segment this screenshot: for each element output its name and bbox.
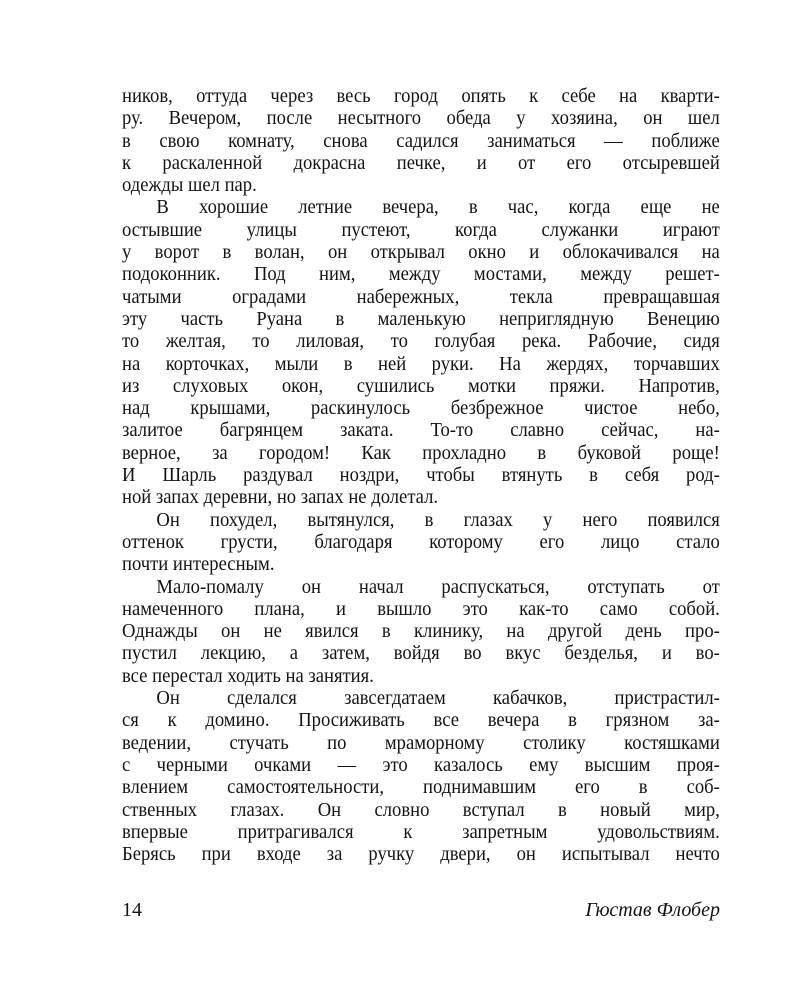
text-line: влением самостоятельности, поднимавшим его в соб- xyxy=(122,777,720,799)
text-line: с черными очками — это казалось ему высшим проя- xyxy=(122,754,720,776)
text-line: в свою комнату, снова садился заниматься — поближе xyxy=(122,130,720,152)
text-line: одежды шел пар. xyxy=(122,175,257,197)
text-line: на корточках, мыли в ней руки. На жердях, торчавших xyxy=(122,353,720,375)
page-number: 14 xyxy=(122,899,142,921)
text-line: намеченного плана, и вышло это как-то само собой. xyxy=(122,598,720,620)
text-line: оттенок грусти, благодаря которому его лицо стало xyxy=(122,531,720,553)
text-line: эту часть Руана в маленькую неприглядную Венецию xyxy=(122,308,720,330)
text-line: над крышами, раскинулось безбрежное чистое небо, xyxy=(122,398,720,420)
text-line: пустил лекцию, а затем, войдя во вкус безделья, и во- xyxy=(122,643,720,665)
text-line: ной запах деревни, но запах не долетал. xyxy=(122,487,439,509)
text-line: все перестал ходить на занятия. xyxy=(122,665,374,687)
text-line: Мало-помалу он начал распускаться, отступать от xyxy=(156,576,720,598)
text-line: к раскаленной докрасна печке, и от его отсыревшей xyxy=(122,152,720,174)
text-line: Он похудел, вытянулся, в глазах у него появился xyxy=(156,509,720,531)
text-line: у ворот в волан, он открывал окно и облокачивался на xyxy=(122,242,720,264)
text-line: подоконник. Под ним, между мостами, между решет- xyxy=(122,264,720,286)
text-line: ру. Вечером, после несытного обеда у хозяина, он шел xyxy=(122,108,720,130)
text-line: ведении, стучать по мраморному столику костяшками xyxy=(122,732,720,754)
text-line: почти интересным. xyxy=(122,554,275,576)
text-line: Он сделался завсегдатаем кабачков, пристрастил- xyxy=(156,688,720,710)
text-line: залитое багрянцем заката. То-то славно сейчас, на- xyxy=(122,420,720,442)
text-line: И Шарль раздувал ноздри, чтобы втянуть в себя род- xyxy=(122,465,720,487)
text-line: Берясь при входе за ручку двери, он испытывал нечто xyxy=(122,844,720,866)
text-line: из слуховых окон, сушились мотки пряжи. Напротив, xyxy=(122,375,720,397)
text-line: то желтая, то лиловая, то голубая река. Рабочие, сидя xyxy=(122,331,720,353)
text-line: остывшие улицы пустеют, когда служанки играют xyxy=(122,219,720,241)
body-text xyxy=(122,86,720,866)
text-line: впервые притрагивался к запретным удовольствиям. xyxy=(122,821,720,843)
page-footer xyxy=(122,897,720,923)
running-author: Гюстав Флобер xyxy=(585,899,720,921)
text-line: чатыми оградами набережных, текла превращавшая xyxy=(122,286,720,308)
text-line: ников, оттуда через весь город опять к себе на кварти- xyxy=(122,86,720,107)
text-line: В хорошие летние вечера, в час, когда еще не xyxy=(156,197,720,219)
text-line: ственных глазах. Он словно вступал в новый мир, xyxy=(122,799,720,821)
text-line: Однажды он не явился в клинику, на другой день про- xyxy=(122,621,720,643)
text-line: верное, за городом! Как прохладно в буковой роще! xyxy=(122,442,720,464)
text-line: ся к домино. Просиживать все вечера в грязном за- xyxy=(122,710,720,732)
